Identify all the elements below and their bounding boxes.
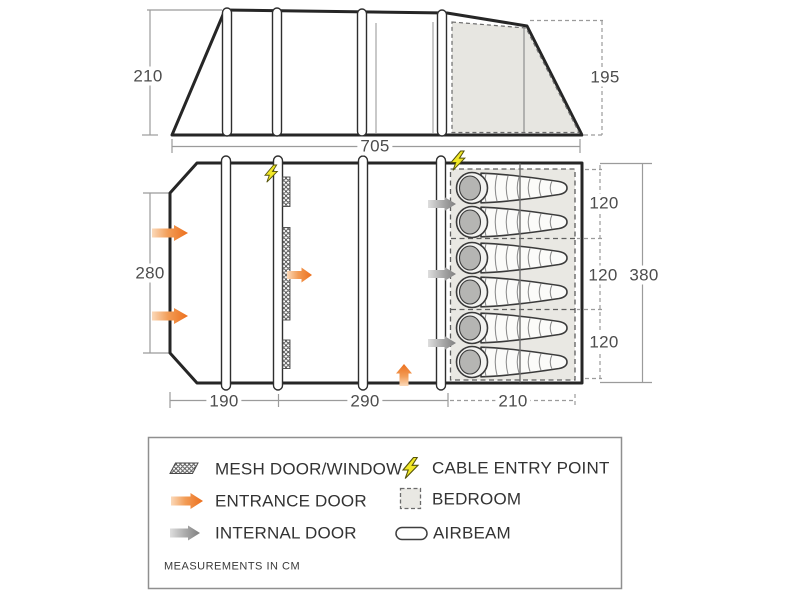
legend-label-mesh: MESH DOOR/WINDOW xyxy=(215,459,403,479)
dimension-label-front-width: 280 xyxy=(132,264,167,283)
mesh-door-window-icon xyxy=(283,177,291,207)
airbeam-icon xyxy=(438,10,447,136)
airbeam-icon xyxy=(359,156,368,390)
airbeam-icon xyxy=(396,528,427,540)
dimension-label-segment-1: 190 xyxy=(206,392,241,411)
dimension-label-total-depth: 380 xyxy=(626,266,661,285)
dimension-label-segment-2: 290 xyxy=(347,392,382,411)
airbeam-icon xyxy=(273,8,282,136)
dimension-label-length: 705 xyxy=(357,137,392,156)
dimension-label-bedroom-3: 120 xyxy=(586,333,621,352)
dimension-label-side-height-right: 195 xyxy=(587,68,622,87)
dimension-label-side-height-left: 210 xyxy=(130,67,165,86)
bedroom-area xyxy=(451,164,576,383)
dimension-label-bedroom-1: 120 xyxy=(586,194,621,213)
bedroom-side-shading xyxy=(452,22,579,133)
dimension-label-segment-3: 210 xyxy=(495,392,530,411)
legend-label-entrance: ENTRANCE DOOR xyxy=(215,491,367,511)
legend-label-airbeam: AIRBEAM xyxy=(433,523,511,543)
floor-plan xyxy=(143,151,652,408)
airbeam-icon xyxy=(222,156,231,390)
airbeam-icon xyxy=(223,8,232,136)
legend-label-bedroom: BEDROOM xyxy=(432,489,522,509)
dimension-label-bedroom-2: 120 xyxy=(585,266,620,285)
mesh-door-window-icon xyxy=(170,463,198,474)
airbeam-icon xyxy=(358,9,367,136)
legend-label-cable: CABLE ENTRY POINT xyxy=(432,458,610,478)
airbeam-icon xyxy=(274,156,283,390)
mesh-door-window-icon xyxy=(283,340,291,369)
legend-label-internal: INTERNAL DOOR xyxy=(215,523,357,543)
bedroom-icon xyxy=(401,489,421,509)
side-elevation xyxy=(142,8,603,153)
legend-note-units: MEASUREMENTS IN CM xyxy=(164,560,301,573)
